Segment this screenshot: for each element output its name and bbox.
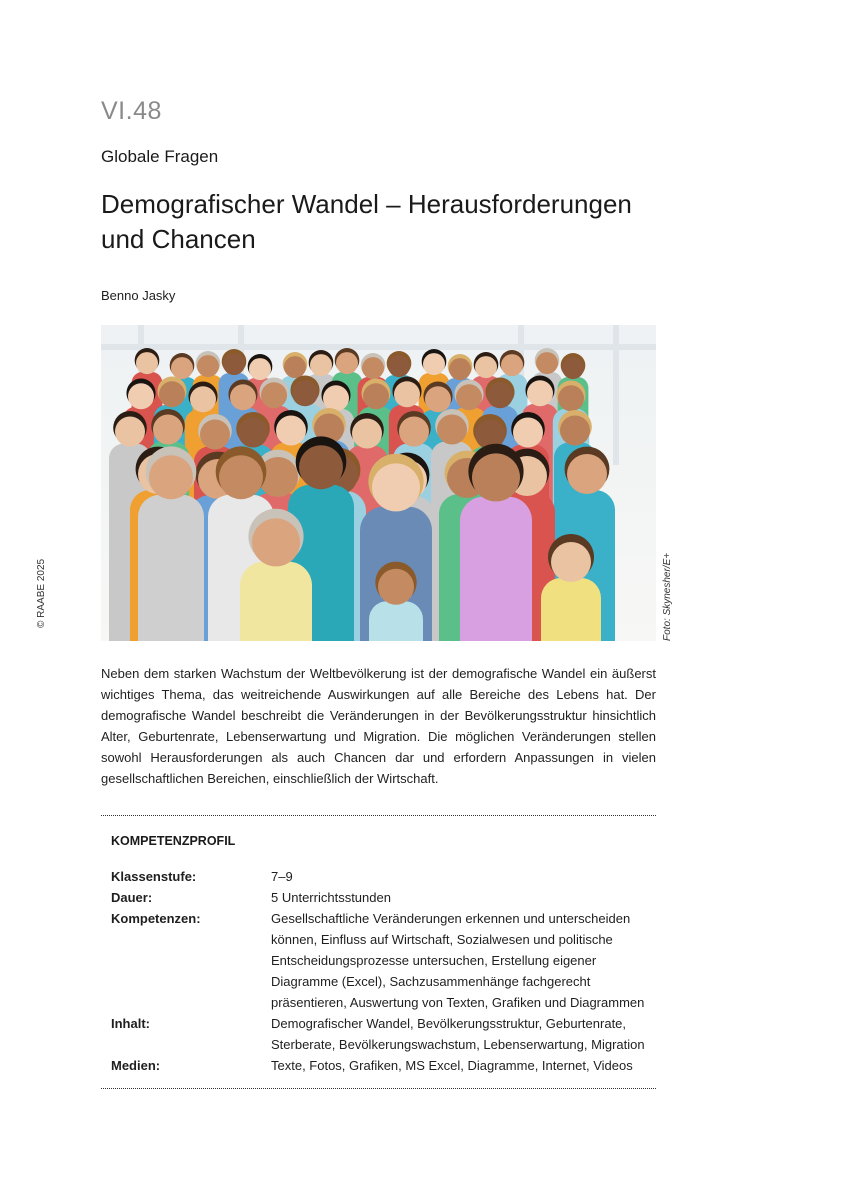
profile-label: Klassenstufe:	[111, 869, 197, 884]
person-face	[501, 354, 523, 376]
photo-credit: Foto: Skynesher/E+	[662, 552, 673, 641]
person-face	[362, 357, 384, 379]
person-body	[240, 562, 312, 641]
profile-value: 5 Unterrichtsstunden	[271, 890, 391, 905]
profile-label: Kompetenzen:	[111, 911, 201, 926]
profile-value: Texte, Fotos, Grafiken, MS Excel, Diagramme, Internet, Videos	[271, 1058, 633, 1073]
person-face	[230, 384, 256, 410]
person-face	[249, 358, 271, 380]
person-face	[456, 384, 482, 410]
unit-number: VI.48	[101, 97, 162, 125]
profile-label: Dauer:	[111, 890, 153, 905]
author-name: Benno Jasky	[101, 288, 176, 303]
intro-paragraph: Neben dem starken Wachstum der Weltbevölkerung ist der demografische Wandel ein äußerst wichtiges Thema, das weitreichende Auswirkungen auf alle Bereiche des Lebens hat. Der demografische Wandel beschreibt die Veränderungen in der Bevölkerungsstruktur hinsichtlich Alter, Geburtenrate, Lebenserwartung und Migration. Die möglichen Veränderungen stellen sowohl Herausforderungen als auch Chancen dar und erfordern Anpassungen in vielen gesellschaftlichen Bereichen, einschließlich der Wirtschaft.	[101, 666, 656, 786]
person-face	[352, 419, 382, 449]
person-face	[292, 380, 318, 406]
person-face	[299, 445, 343, 489]
person-face	[310, 354, 332, 376]
person-face	[558, 385, 584, 411]
profile-label: Inhalt:	[111, 1016, 150, 1031]
person-face	[190, 386, 216, 412]
person-body	[138, 495, 204, 641]
person-face	[527, 380, 553, 406]
person-face	[159, 381, 185, 407]
person-face	[394, 381, 420, 407]
person-face	[513, 418, 543, 448]
person-face	[388, 355, 410, 377]
person-face	[261, 382, 287, 408]
person-face	[423, 353, 445, 375]
category-label: Globale Fragen	[101, 147, 219, 166]
person-face	[149, 455, 193, 499]
person-face	[171, 357, 193, 379]
dotted-divider-bottom	[101, 1088, 656, 1089]
person-face	[336, 352, 358, 374]
person-face	[284, 356, 306, 378]
person-face	[197, 355, 219, 377]
person-face	[136, 352, 158, 374]
person-face	[115, 417, 145, 447]
person-face	[363, 383, 389, 409]
person-face	[372, 463, 420, 511]
person-face	[252, 518, 300, 566]
dotted-divider-top	[101, 815, 656, 816]
profile-value: Gesellschaftliche Veränderungen erkennen und unterscheiden können, Einfluss auf Wirtschaft, Sozialwesen und politische Entscheidungsprozesse untersuchen, Erstellung eigener Diagramme (Excel), Sachzusammenhänge fachgerecht präsentieren, Auswertung von Texten, Grafiken und Diagrammen	[271, 911, 645, 1010]
person-face	[487, 382, 513, 408]
copyright-notice: © RAABE 2025	[36, 558, 47, 628]
person-face	[323, 385, 349, 411]
page-title: Demografischer Wandel – Herausforderungen und Chancen	[101, 189, 632, 254]
person-face	[475, 356, 497, 378]
person-face	[425, 386, 451, 412]
person-body	[369, 601, 423, 641]
person-face	[399, 417, 429, 447]
person-face	[562, 357, 584, 379]
profile-value: Demografischer Wandel, Bevölkerungsstruktur, Geburtenrate, Sterberate, Bevölkerungswachstum, Lebenserwartung, Migration	[271, 1016, 645, 1052]
person-face	[219, 455, 263, 499]
person-face	[551, 542, 591, 582]
person-body	[460, 497, 532, 641]
person-face	[567, 454, 607, 494]
person-face	[560, 416, 590, 446]
person-face	[472, 453, 520, 501]
person-face	[128, 383, 154, 409]
person-face	[437, 415, 467, 445]
person-face	[200, 420, 230, 450]
person-face	[223, 353, 245, 375]
person-face	[153, 415, 183, 445]
person-face	[238, 418, 268, 448]
crowd-photo	[101, 325, 656, 641]
person-face	[536, 352, 558, 374]
person-face	[276, 416, 306, 446]
competence-profile-heading: KOMPETENZPROFIL	[111, 834, 236, 848]
profile-label: Medien:	[111, 1058, 161, 1073]
profile-value: 7–9	[271, 869, 293, 884]
person-body	[541, 578, 601, 641]
person-face	[378, 569, 414, 605]
person-face	[449, 358, 471, 380]
